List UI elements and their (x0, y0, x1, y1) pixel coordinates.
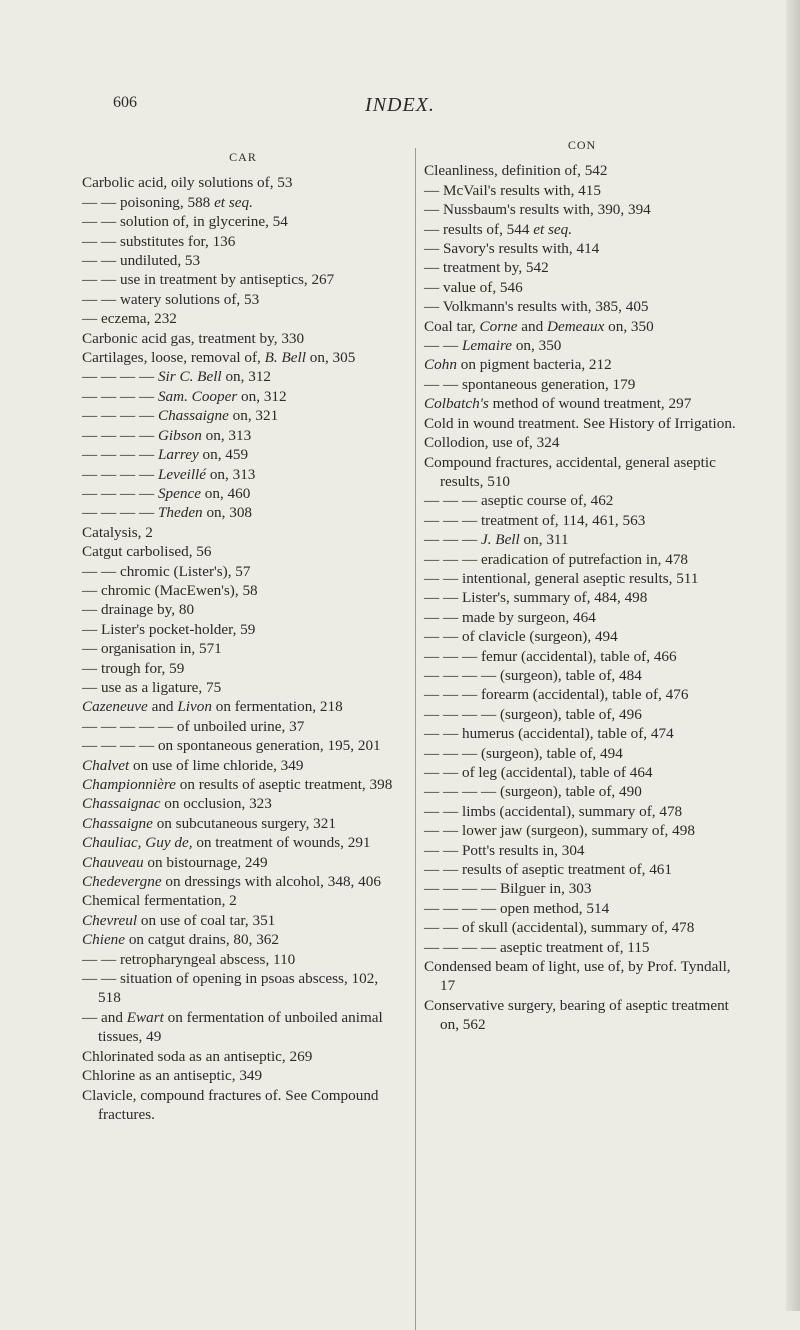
entry-text: Cartilages, loose, removal of, (82, 349, 265, 367)
index-entry (82, 678, 404, 697)
entry-text: — — — — (82, 407, 158, 425)
entry-text: — (424, 220, 443, 238)
entry-text: Nussbaum's results with, 390, 394 (442, 201, 651, 219)
entry-text: — — (82, 232, 120, 250)
entry-text: of clavicle (surgeon), 494 (461, 628, 618, 646)
entry-text: — — (424, 919, 462, 937)
column-divider (415, 148, 416, 1330)
entry-text: on treatment of wounds, 291 (192, 834, 371, 852)
entry-text: treatment by, 542 (442, 259, 549, 277)
entry-text: — — — (424, 511, 481, 529)
entry-text: femur (accidental), table of, 466 (480, 647, 677, 665)
index-entry (424, 724, 740, 743)
index-entry (424, 957, 740, 996)
index-entry (82, 173, 404, 192)
entry-text: on bistournage, 249 (143, 853, 268, 871)
entry-text: Chemical fermentation, 2 (82, 892, 237, 910)
entry-text: — — — (424, 550, 481, 568)
index-entry (424, 569, 740, 588)
entry-text: of unboiled urine, 37 (176, 717, 305, 735)
running-title: INDEX. (365, 94, 435, 116)
entry-text: — — (424, 569, 462, 587)
index-entry (424, 530, 740, 549)
right-column (424, 136, 740, 1035)
entry-text: Catgut carbolised, 56 (82, 543, 212, 561)
entry-text: organisation in, 571 (100, 640, 222, 658)
entry-text: undiluted, 53 (119, 252, 201, 270)
entry-text: on spontaneous generation, 195, 201 (157, 737, 381, 755)
index-entry (424, 297, 740, 316)
entry-text: (surgeon), table of, 490 (499, 783, 642, 801)
entry-text: on dressings with alcohol, 348, 406 (161, 873, 381, 891)
index-entry (424, 453, 740, 492)
page-edge-shadow (786, 0, 800, 1311)
entry-text: — — — (424, 686, 481, 704)
entry-text: treatment of, 114, 461, 563 (480, 511, 646, 529)
index-entry (82, 756, 404, 775)
index-entry (424, 181, 740, 200)
index-entry (424, 258, 740, 277)
index-entry (82, 232, 404, 251)
index-entry (82, 853, 404, 872)
index-entry (82, 717, 404, 736)
index-entry (424, 841, 740, 860)
entry-italic-text: Theden (157, 504, 203, 522)
index-entry (82, 600, 404, 619)
entry-italic-text: Chassaignac (82, 795, 161, 813)
index-entry (82, 794, 404, 813)
index-entry (82, 290, 404, 309)
index-entry (82, 1008, 404, 1047)
entry-text: Collodion, use of, 324 (424, 434, 560, 452)
entry-text: — — — — (82, 484, 158, 502)
entry-italic-text: Livon (177, 698, 212, 716)
entry-text: — — (82, 271, 120, 289)
entry-italic-text: Sam. Cooper (157, 387, 238, 405)
entry-text: — — — — (424, 880, 500, 898)
entry-italic-text: Ewart (126, 1008, 164, 1026)
entry-text: — (82, 310, 101, 328)
index-entry (82, 659, 404, 678)
index-entry (424, 899, 740, 918)
entry-text: eczema, 232 (100, 310, 177, 328)
index-entry (424, 433, 740, 452)
index-entry (82, 950, 404, 969)
entry-text: on, 312 (237, 387, 287, 405)
entry-text: — — — — (424, 899, 500, 917)
entry-text: results of, 544 (442, 220, 534, 238)
entry-text: spontaneous generation, 179 (461, 375, 636, 393)
entry-text: on occlusion, 323 (160, 795, 272, 813)
index-entry (424, 918, 740, 937)
entry-text: on results of aseptic treatment, 398 (175, 776, 393, 793)
entry-text: made by surgeon, 464 (461, 608, 596, 626)
entry-text: on use of coal tar, 351 (137, 911, 276, 929)
entry-text: — (82, 620, 101, 638)
index-entry (424, 996, 740, 1035)
entry-text: — — — — (424, 705, 500, 723)
index-entry (82, 270, 404, 289)
entry-text: substitutes for, 136 (119, 232, 236, 250)
index-entry (82, 775, 404, 794)
index-entry (424, 414, 740, 433)
entry-text: Conservative surgery, bearing of aseptic treatment on, 562 (424, 996, 729, 1034)
index-entry (82, 523, 404, 542)
entry-text: McVail's results with, 415 (442, 181, 601, 199)
entry-italic-text: Demeaux (546, 317, 605, 335)
index-entry (424, 278, 740, 297)
entry-text: — — (82, 252, 120, 270)
index-entry (82, 911, 404, 930)
index-entry (82, 387, 404, 406)
right-guide-word: CON (567, 138, 597, 152)
entry-italic-text: Chedevergne (82, 873, 162, 891)
entry-text: — (82, 659, 101, 677)
index-entry (424, 879, 740, 898)
index-entry (424, 355, 740, 374)
entry-text: on, 460 (200, 484, 251, 502)
entry-italic-text: B. Bell (264, 349, 306, 367)
page-number: 606 (113, 94, 137, 111)
entry-text: — (424, 298, 443, 316)
entry-text: Clavicle, compound fractures of. See Compound fractures. (82, 1086, 379, 1123)
entry-text: — (82, 601, 101, 619)
index-entry (82, 445, 404, 464)
entry-text: — — — (424, 492, 481, 510)
entry-text: Condensed beam of light, use of, by Prof. Tyndall, 17 (424, 958, 731, 995)
index-entry (424, 685, 740, 704)
index-entry (82, 697, 404, 716)
entry-text: — — (424, 725, 462, 743)
entry-text: — — (82, 193, 120, 211)
entry-text: on use of lime chloride, 349 (129, 756, 304, 774)
entry-text: and (100, 1008, 127, 1026)
index-entry (82, 426, 404, 445)
index-entry (424, 220, 740, 239)
index-entry (82, 969, 404, 1008)
entry-italic-text: J. Bell (480, 531, 520, 549)
left-guide-word: CAR (229, 150, 257, 164)
entry-text: — — (424, 764, 462, 781)
index-entry (424, 938, 740, 957)
index-entry (424, 491, 740, 510)
index-entry (424, 511, 740, 530)
entry-text: — — — — (82, 368, 158, 386)
entry-text: — — — — (424, 666, 500, 684)
entry-text: of leg (accidental), table of 464 (461, 764, 653, 781)
entry-text: Volkmann's results with, 385, 405 (442, 298, 649, 316)
entry-text: — (82, 1008, 101, 1026)
index-entry (82, 309, 404, 328)
entry-text: trough for, 59 (100, 659, 185, 677)
index-entry (82, 581, 404, 600)
entry-text: intentional, general aseptic results, 511 (461, 569, 699, 587)
index-entry (82, 833, 404, 852)
entry-italic-text: Larrey (157, 446, 199, 464)
entry-text: Bilguer in, 303 (499, 880, 592, 898)
entry-text: lower jaw (surgeon), summary of, 498 (461, 822, 695, 840)
entry-text: — (424, 201, 443, 219)
entry-text: on fermentation of unboiled animal tissues, 49 (98, 1008, 383, 1046)
entry-text: — — (82, 950, 120, 968)
entry-text: — (82, 678, 101, 696)
entry-text: — — — — (82, 426, 158, 444)
entry-text: Savory's results with, 414 (442, 240, 600, 258)
entry-text: Lister's pocket-holder, 59 (100, 620, 256, 638)
entry-text: — — (424, 861, 462, 879)
entry-italic-text: Championnière (82, 776, 176, 793)
entry-text: on, 313 (201, 426, 252, 444)
entry-italic-text: Chassaigne (82, 814, 153, 832)
entry-text: — — — — (82, 504, 158, 522)
index-entry (82, 193, 404, 212)
index-entry (82, 251, 404, 270)
index-entry (82, 1086, 404, 1125)
entry-italic-text: Cazeneuve (82, 698, 148, 716)
entry-text: watery solutions of, 53 (119, 290, 260, 308)
entry-text: value of, 546 (442, 278, 523, 296)
index-entry (424, 375, 740, 394)
entry-text: — — (424, 841, 462, 859)
index-entry (424, 666, 740, 685)
index-entry (82, 406, 404, 425)
index-entry (82, 814, 404, 833)
index-entry (82, 367, 404, 386)
entry-text: use in treatment by antiseptics, 267 (119, 271, 335, 289)
entry-text: chromic (Lister's), 57 (119, 562, 251, 580)
entry-text: on, 350 (604, 317, 654, 335)
entry-text: on, 305 (305, 349, 356, 367)
entry-text: — (82, 640, 101, 658)
entry-text: (surgeon), table of, 496 (499, 705, 642, 723)
entry-text: (surgeon), table of, 494 (480, 744, 623, 762)
entry-italic-text: Chiene (82, 931, 126, 949)
index-entry (82, 484, 404, 503)
index-entry (82, 503, 404, 522)
index-entry (424, 317, 740, 336)
index-entry (82, 562, 404, 581)
entry-text: forearm (accidental), table of, 476 (480, 686, 689, 704)
entry-text: Chlorine as an antiseptic, 349 (82, 1067, 263, 1085)
entry-italic-text: Spence (157, 484, 201, 502)
entry-text: on catgut drains, 80, 362 (125, 931, 279, 949)
entry-text: Cleanliness, definition of, 542 (424, 162, 608, 180)
entry-text: method of wound treatment, 297 (488, 395, 692, 413)
index-entry (424, 782, 740, 801)
entry-text: — — — (424, 531, 481, 549)
entry-text: (surgeon), table of, 484 (499, 666, 642, 684)
entry-text: Carbonic acid gas, treatment by, 330 (82, 329, 305, 347)
entry-text: — — — — (424, 938, 500, 956)
index-entry (424, 821, 740, 840)
index-entry (424, 336, 740, 355)
entry-text: on, 350 (512, 337, 562, 355)
index-entry (424, 161, 740, 180)
index-entry (82, 891, 404, 910)
entry-text: — — (424, 589, 462, 607)
entry-text: — (424, 259, 443, 277)
entry-italic-text: Leveillé (157, 465, 207, 483)
entry-text: poisoning, 588 (119, 193, 215, 211)
index-entry (424, 200, 740, 219)
entry-text: Catalysis, 2 (82, 523, 153, 541)
entry-text: humerus (accidental), table of, 474 (461, 725, 674, 743)
entry-text: — — (82, 213, 120, 231)
entry-text: — — — (424, 647, 481, 665)
entry-italic-text: Lemaire (461, 337, 513, 355)
entry-text: on subcutaneous surgery, 321 (152, 814, 336, 832)
entry-text: eradication of putrefaction in, 478 (480, 550, 689, 568)
index-entry (82, 736, 404, 755)
entry-text: — — (82, 290, 120, 308)
entry-text: on, 459 (198, 446, 249, 464)
entry-text: drainage by, 80 (100, 601, 195, 619)
entry-text: retropharyngeal abscess, 110 (119, 950, 296, 968)
entry-text: aseptic treatment of, 115 (499, 938, 650, 956)
entry-text: chromic (MacEwen's), 58 (100, 581, 258, 599)
entry-italic-text: Chevreul (82, 911, 138, 929)
entry-text: open method, 514 (499, 899, 610, 917)
entry-text: Pott's results in, 304 (461, 841, 585, 859)
entry-text: on fermentation, 218 (211, 698, 343, 716)
entry-italic-text: Chauliac, Guy de, (82, 834, 193, 852)
entry-text: results of aseptic treatment of, 461 (461, 861, 672, 879)
index-entry (82, 348, 404, 367)
index-entry (82, 1047, 404, 1066)
index-entry (424, 763, 740, 782)
entry-text: — (82, 581, 101, 599)
entry-text: and (517, 317, 547, 335)
index-entry (82, 329, 404, 348)
entry-italic-text: Sir C. Bell (157, 368, 222, 386)
entry-text: solution of, in glycerine, 54 (119, 213, 288, 231)
index-entry (424, 394, 740, 413)
entry-italic-text: et seq. (214, 193, 253, 211)
entry-italic-text: Corne (479, 317, 518, 335)
entry-italic-text: Cohn (424, 356, 457, 374)
entry-text: and (147, 698, 178, 716)
entry-text: Lister's, summary of, 484, 498 (461, 589, 648, 607)
entry-text: of skull (accidental), summary of, 478 (461, 919, 695, 937)
entry-italic-text: Gibson (157, 426, 202, 444)
index-entry (82, 930, 404, 949)
entry-text: Cold in wound treatment. See History of Irrigation. (424, 414, 736, 432)
entry-text: — — — — (424, 783, 500, 801)
entry-text: Chlorinated soda as an antiseptic, 269 (82, 1047, 313, 1065)
entry-text: Compound fractures, accidental, general aseptic results, 510 (424, 453, 716, 490)
index-entry (424, 627, 740, 646)
entry-text: — — (424, 802, 462, 820)
entry-text: on pigment bacteria, 212 (456, 356, 612, 374)
entry-text: on, 308 (202, 504, 253, 522)
page-header (0, 94, 800, 124)
index-entry (82, 542, 404, 561)
index-entry (82, 212, 404, 231)
index-entry (82, 1066, 404, 1085)
index-entry (424, 588, 740, 607)
index-entry (82, 620, 404, 639)
entry-italic-text: Colbatch's (424, 395, 489, 413)
index-entry (82, 872, 404, 891)
entry-text: situation of opening in psoas abscess, 102, 518 (98, 970, 379, 1007)
entry-text: limbs (accidental), summary of, 478 (461, 802, 683, 820)
entry-italic-text: Chassaigne (157, 407, 229, 425)
entry-text: — — — — — (82, 717, 177, 735)
index-entry (424, 608, 740, 627)
index-entry (424, 744, 740, 763)
index-entry (82, 639, 404, 658)
entry-text: — — — — (82, 446, 158, 464)
entry-italic-text: Chalvet (82, 756, 130, 774)
entry-text: — — — (424, 744, 481, 762)
entry-text: — — (424, 337, 462, 355)
entry-text: — (424, 240, 443, 258)
index-entry (424, 705, 740, 724)
entry-italic-text: Chauveau (82, 853, 144, 871)
entry-text: on, 312 (221, 368, 271, 386)
entry-text: — — (424, 375, 462, 393)
entry-text: Carbolic acid, oily solutions of, 53 (82, 174, 293, 192)
entry-text: aseptic course of, 462 (480, 492, 614, 510)
entry-text: — — (424, 628, 462, 646)
entry-text: — — — — (82, 387, 158, 405)
entry-text: use as a ligature, 75 (100, 678, 222, 696)
entry-text: on, 313 (206, 465, 256, 483)
index-entry (424, 647, 740, 666)
entry-text: — — (82, 562, 120, 580)
index-entry (424, 860, 740, 879)
index-entry (424, 239, 740, 258)
entry-text: — (424, 278, 443, 296)
entry-text: Coal tar, (424, 317, 480, 335)
entry-italic-text: et seq. (533, 220, 573, 238)
index-entry (424, 550, 740, 569)
entry-text: — (424, 181, 443, 199)
left-column (82, 148, 404, 1124)
entry-text: — — — — (82, 737, 158, 755)
entry-text: — — (424, 822, 462, 840)
index-entry (424, 802, 740, 821)
entry-text: — — (424, 608, 462, 626)
entry-text: — — (82, 970, 120, 988)
entry-text: on, 321 (228, 407, 279, 425)
entry-text: — — — — (82, 465, 158, 483)
index-entry (82, 465, 404, 484)
entry-text: on, 311 (519, 531, 569, 549)
